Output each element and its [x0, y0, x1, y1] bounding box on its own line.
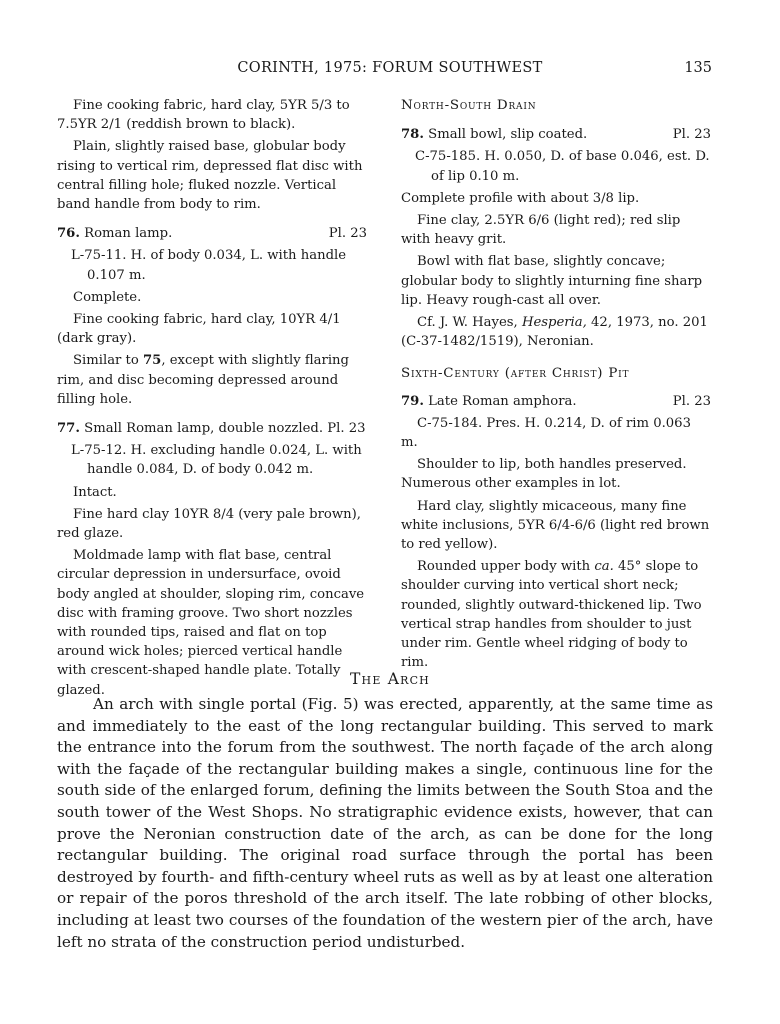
entry-79-fabric: Hard clay, slightly micaceous, many fine white inclusions, 5YR 6/4-6/6 (light red brown to red yellow). — [401, 498, 710, 553]
entry-78-heading — [401, 125, 711, 144]
entry-78-description: Bowl with flat base, slightly concave; globular body to slightly inturning fine sharp lip. Heavy rough-cast all over. — [401, 254, 703, 308]
entry-77-fabric: Fine hard clay 10YR 8/4 (very pale brown), red glaze. — [57, 506, 361, 542]
entry-79-desc-pre: Rounded upper body with — [417, 559, 595, 575]
entry-76-title: Roman lamp. — [84, 226, 173, 242]
running-title: CORINTH, 1975: FORUM SOUTHWEST — [237, 60, 543, 76]
section-heading-north-south-drain: North-South Drain — [401, 98, 537, 113]
entry-79-state: Shoulder to lip, both handles preserved. Numerous other examples in lot. — [401, 457, 687, 492]
arch-body-paragraph: An arch with single portal (Fig. 5) was erected, apparently, at the same time as and immediately to the east of the long rectangular building. This served to mark the entrance into the forum from the southwest. The north façade of the arch along with the façade of the rectangular building makes a single, continuous line for the south side of the enlarged forum, defining the limits between the South Stoa and the south tower of the West Shops. No stratigraphic evidence exists, however, that can prove the Neronian construction date of the arch, as can be done for the long rectangular building. The original road surface through the portal has been destroyed by fourth- and fifth-century wheel ruts as well as by at least one alteration or repair of the poros threshold of the arch itself. The late robbing of other blocks, including at least two courses of the foundation of the western pier of the arch, have left no strata of the construction period undisturbed. — [57, 695, 713, 951]
catalogue-entry-78 — [401, 125, 711, 351]
entry-77-heading — [57, 419, 367, 438]
catalogue-entry-79 — [401, 392, 711, 673]
entry-76-sim-pre: Similar to — [73, 353, 143, 369]
entry-77-state: Intact. — [73, 484, 117, 500]
entry-76-plate: Pl. 23 — [328, 226, 367, 242]
entry-76-sim-post: , except with slightly flaring rim, and disc becoming depressed around filling hole. — [57, 353, 349, 407]
entry-75-description: Plain, slightly raised base, globular body rising to vertical rim, depressed flat disc with central filling hole; fluked nozzle. Vertical band handle from body to rim. — [57, 139, 363, 213]
entry-79-inventory: C-75-184. Pres. H. 0.214, D. of rim 0.063 m. — [401, 415, 691, 451]
entry-78-fabric: Fine clay, 2.5YR 6/6 (light red); red slip with heavy grit. — [401, 213, 681, 248]
catalogue-entry-77 — [57, 419, 367, 700]
entry-76-sim-ref: 75 — [142, 353, 162, 369]
catalogue-entry-76 — [57, 224, 367, 409]
page-number: 135 — [684, 60, 712, 76]
entry-78-cf-pre: Cf. J. W. Hayes, — [417, 315, 522, 331]
entry-76-fabric: Fine cooking fabric, hard clay, 10YR 4/1 (dark gray). — [57, 312, 341, 347]
entry-77-title: Small Roman lamp, double nozzled. Pl. 23 — [84, 421, 366, 437]
entry-76-state: Complete. — [73, 289, 142, 305]
entry-79-desc-ca: ca. — [594, 559, 614, 575]
section-title-the-arch: The Arch — [350, 670, 430, 688]
entry-79-title: Late Roman amphora. — [428, 393, 577, 409]
entry-79-number: 79. — [401, 393, 424, 409]
entry-76-number: 76. — [57, 226, 80, 242]
entry-79-description — [401, 557, 711, 672]
entry-76-inventory: L-75-11. H. of body 0.034, L. with handle 0.107 m. — [71, 248, 347, 283]
entry-75-fabric: Fine cooking fabric, hard clay, 5YR 5/3 to 7.5YR 2/1 (reddish brown to black). — [57, 98, 350, 133]
entry-77-number: 77. — [57, 421, 80, 437]
entry-78-reference — [401, 313, 711, 351]
left-column — [57, 96, 367, 700]
entry-78-cf-post: 42, 1973, no. 201 (C-37-1482/1519), Neronian. — [401, 315, 708, 350]
entry-76-comparison — [57, 351, 367, 409]
entry-78-inventory: C-75-185. H. 0.050, D. of base 0.046, est. D. of lip 0.10 m. — [415, 149, 710, 184]
entry-76-heading — [57, 224, 367, 243]
entry-77-description: Moldmade lamp with flat base, central circular depression in undersurface, ovoid body angled at shoulder, sloping rim, concave disc with framing groove. Two short nozzles with rounded tips, raised and flat on top around wick holes; pierced vertical handle with crescent-shaped handle plate. Totally glazed. — [57, 548, 365, 698]
entry-78-title: Small bowl, slip coated. — [428, 127, 588, 143]
entry-78-cf-journal: Hesperia, — [521, 315, 587, 331]
section-heading-sixth-century-pit: Sixth-Century (after Christ) Pit — [401, 366, 630, 382]
entry-77-inventory: L-75-12. H. excluding handle 0.024, L. with handle 0.084, D. of body 0.042 m. — [71, 443, 362, 478]
entry-79-heading — [401, 392, 711, 411]
entry-78-state: Complete profile with about 3/8 lip. — [401, 190, 640, 206]
entry-78-plate: Pl. 23 — [672, 127, 711, 143]
entry-79-desc-post: 45° slope to shoulder curving into vertical short neck; rounded, slightly outward-thickened lip. Two vertical strap handles from shoulder to just under rim. Gentle wheel ridging of body to rim. — [401, 559, 702, 671]
entry-79-plate: Pl. 23 — [672, 393, 711, 409]
entry-78-number: 78. — [401, 127, 424, 143]
right-column — [401, 96, 711, 672]
page-header — [0, 60, 780, 82]
